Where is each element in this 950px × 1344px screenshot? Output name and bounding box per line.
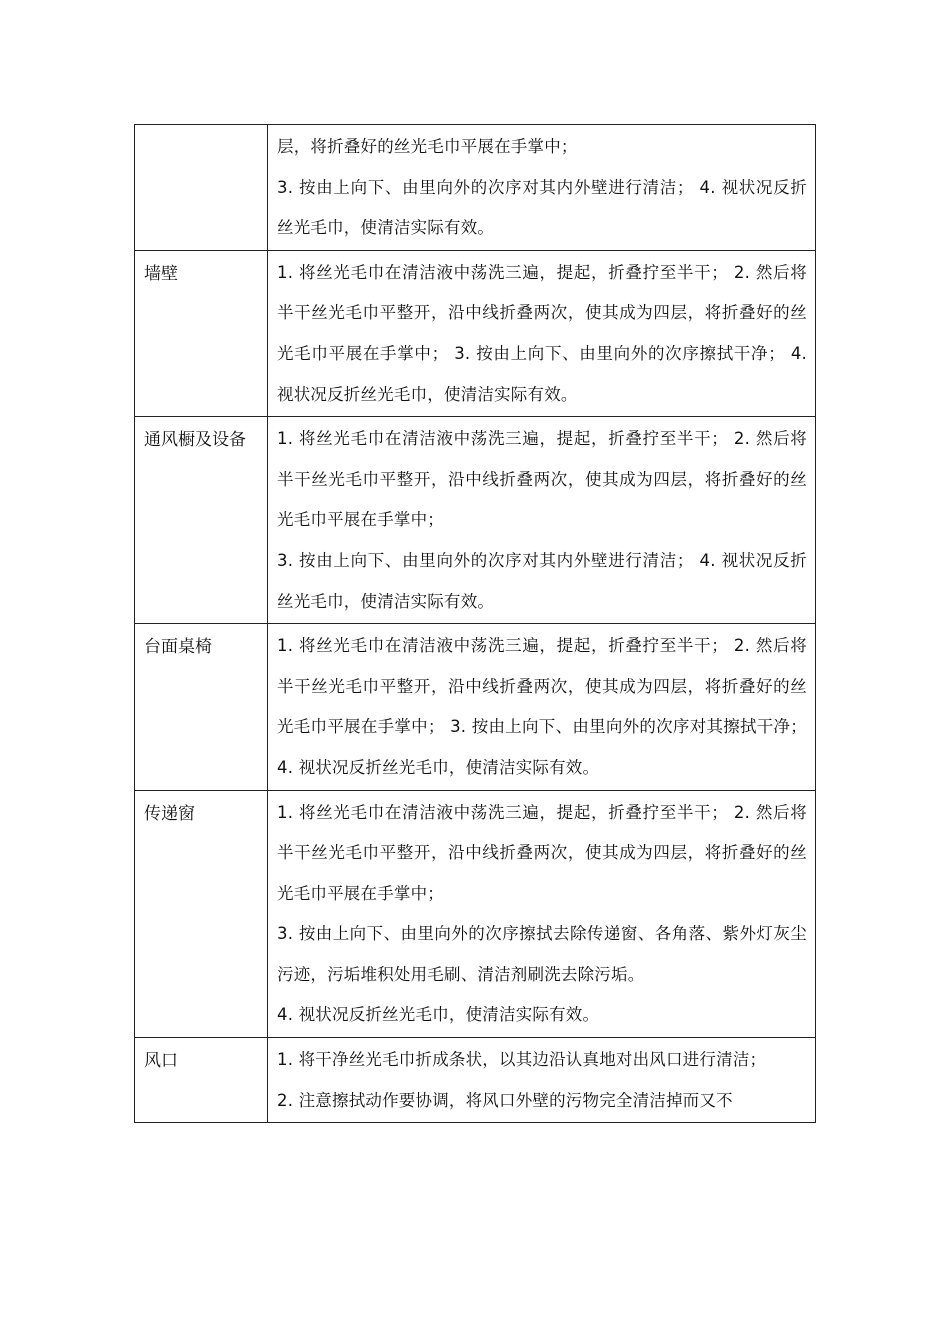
procedure-paragraph: 层，将折叠好的丝光毛巾平展在手掌中；: [277, 137, 578, 156]
table-row: [135, 624, 816, 790]
row-label: 传递窗: [144, 803, 195, 824]
table-row: [135, 417, 816, 624]
procedure-paragraph: 3. 按由上向下、由里向外的次序对其内外壁进行清洁； 4. 视状况反折丝光毛巾，使清洁实际有效。: [277, 550, 807, 611]
row-content-cell: [268, 417, 816, 624]
procedure-paragraph: 3. 按由上向下、由里向外的次序对其内外壁进行清洁； 4. 视状况反折丝光毛巾，使清洁实际有效。: [277, 177, 807, 238]
procedure-paragraph: 1. 将丝光毛巾在清洁液中荡洗三遍，提起，折叠拧至半干； 2. 然后将半干丝光毛巾平整开，沿中线折叠两次，使其成为四层，将折叠好的丝光毛巾平展在手掌中； 3. 按由上向下、由里向外的次序擦拭干净； 4. 视状况反折丝光毛巾，使清洁实际有效。: [277, 262, 807, 404]
procedure-paragraph: 4. 视状况反折丝光毛巾，使清洁实际有效。: [277, 1005, 600, 1025]
row-label: 通风橱及设备: [144, 430, 246, 451]
procedure-paragraph: 2. 注意擦拭动作要协调，将风口外壁的污物完全清洁掉而又不: [277, 1090, 733, 1110]
row-content-cell: [268, 624, 816, 790]
table-row: [135, 250, 816, 416]
table-row: [135, 1038, 816, 1123]
procedure-paragraph: 1. 将丝光毛巾在清洁液中荡洗三遍，提起，折叠拧至半干； 2. 然后将半干丝光毛巾平整开，沿中线折叠两次，使其成为四层，将折叠好的丝光毛巾平展在手掌中；: [277, 802, 807, 903]
row-label-cell: [135, 790, 268, 1038]
procedure-paragraph: 3. 按由上向下、由里向外的次序擦拭去除传递窗、各角落、紫外灯灰尘污迹，污垢堆积处用毛刷、清洁剂刷洗去除污垢。: [277, 924, 807, 984]
row-label: 风口: [144, 1051, 178, 1072]
row-label-cell: [135, 125, 268, 251]
cleaning-procedure-table: [134, 124, 816, 1123]
row-content-cell: [268, 1038, 816, 1123]
row-content-cell: [268, 790, 816, 1038]
row-label-cell: [135, 624, 268, 790]
row-label-cell: [135, 1038, 268, 1123]
row-label-cell: [135, 417, 268, 624]
procedure-paragraph: 1. 将干净丝光毛巾折成条状，以其边沿认真地对出风口进行清洁；: [277, 1050, 767, 1070]
table-row: [135, 790, 816, 1038]
row-content-cell: [268, 125, 816, 251]
table-row: [135, 125, 816, 251]
procedure-paragraph: 1. 将丝光毛巾在清洁液中荡洗三遍，提起，折叠拧至半干； 2. 然后将半干丝光毛巾平整开，沿中线折叠两次，使其成为四层，将折叠好的丝光毛巾平展在手掌中； 3. 按由上向下、由里向外的次序对其擦拭干净； 4. 视状况反折丝光毛巾，使清洁实际有效。: [277, 636, 807, 777]
row-label-cell: [135, 250, 268, 416]
row-label: 墙壁: [144, 263, 178, 284]
row-label: 台面桌椅: [144, 637, 212, 658]
procedure-paragraph: 1. 将丝光毛巾在清洁液中荡洗三遍，提起，折叠拧至半干； 2. 然后将半干丝光毛巾平整开，沿中线折叠两次，使其成为四层，将折叠好的丝光毛巾平展在手掌中；: [277, 429, 807, 530]
row-content-cell: [268, 250, 816, 416]
